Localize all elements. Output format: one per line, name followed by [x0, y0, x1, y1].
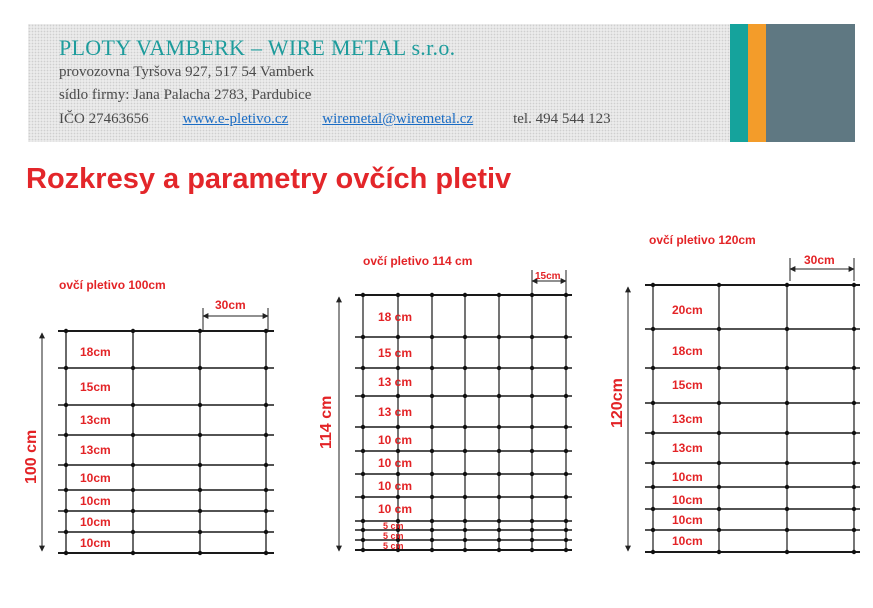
wire-knot: [131, 488, 135, 492]
wire-knot: [64, 366, 68, 370]
wire-knot: [264, 366, 268, 370]
wire-knot: [852, 327, 856, 331]
wire-knot: [852, 366, 856, 370]
website-link[interactable]: www.e-pletivo.cz: [182, 111, 289, 127]
wire-knot: [651, 401, 655, 405]
wire-knot: [198, 433, 202, 437]
wire-knot: [463, 495, 467, 499]
row-spacing-label: 13cm: [80, 413, 111, 427]
row-spacing-label: 13cm: [80, 443, 111, 457]
wire-knot: [785, 550, 789, 554]
wire-knot: [564, 495, 568, 499]
row-spacing-label: 10cm: [672, 470, 703, 484]
row-spacing-label: 18 cm: [378, 310, 413, 324]
wire-knot: [497, 425, 501, 429]
mesh-114cm: [318, 254, 572, 552]
wire-knot: [430, 366, 434, 370]
wire-knot: [463, 548, 467, 552]
wire-knot: [361, 472, 365, 476]
wire-knot: [651, 507, 655, 511]
wire-knot: [396, 495, 400, 499]
total-height-label: 114 cm: [318, 395, 335, 449]
row-spacing-label: 10cm: [80, 494, 111, 508]
row-spacing-label: 15 cm: [378, 346, 413, 360]
wire-knot: [785, 401, 789, 405]
mesh-100cm: [23, 278, 274, 555]
row-spacing-label: 5 cm: [383, 531, 404, 541]
wire-knot: [717, 366, 721, 370]
row-spacing-label: 18cm: [80, 345, 111, 359]
row-spacing-label: 15cm: [672, 378, 703, 392]
wire-knot: [530, 538, 534, 542]
company-name: PLOTY VAMBERK – WIRE METAL s.r.o.: [59, 35, 456, 60]
row-spacing-label: 5 cm: [383, 521, 404, 531]
wire-knot: [463, 425, 467, 429]
wire-knot: [530, 335, 534, 339]
post-spacing-label: 30cm: [804, 253, 835, 267]
wire-knot: [361, 366, 365, 370]
wire-knot: [396, 472, 400, 476]
wire-knot: [198, 329, 202, 333]
wire-knot: [264, 329, 268, 333]
wire-knot: [430, 472, 434, 476]
wire-knot: [651, 283, 655, 287]
mesh-name: ovčí pletivo 114 cm: [363, 254, 473, 268]
wire-knot: [564, 293, 568, 297]
post-spacing-label: 15cm: [535, 271, 561, 282]
wire-knot: [530, 548, 534, 552]
wire-knot: [530, 528, 534, 532]
mesh-name: ovčí pletivo 120cm: [649, 233, 756, 247]
wire-knot: [430, 519, 434, 523]
wire-knot: [717, 461, 721, 465]
wire-knot: [564, 394, 568, 398]
mesh-name: ovčí pletivo 100cm: [59, 278, 166, 292]
wire-knot: [564, 548, 568, 552]
wire-knot: [785, 327, 789, 331]
wire-knot: [396, 366, 400, 370]
wire-knot: [430, 394, 434, 398]
wire-knot: [785, 507, 789, 511]
wire-knot: [717, 528, 721, 532]
wire-knot: [430, 538, 434, 542]
wire-knot: [785, 366, 789, 370]
wire-knot: [564, 538, 568, 542]
wire-knot: [463, 366, 467, 370]
wire-knot: [430, 293, 434, 297]
wire-knot: [651, 366, 655, 370]
wire-knot: [497, 528, 501, 532]
row-spacing-label: 10 cm: [378, 456, 413, 470]
wire-knot: [131, 433, 135, 437]
wire-knot: [198, 530, 202, 534]
wire-knot: [651, 485, 655, 489]
wire-knot: [497, 394, 501, 398]
wire-knot: [64, 488, 68, 492]
wire-knot: [430, 548, 434, 552]
wire-knot: [463, 538, 467, 542]
wire-knot: [717, 485, 721, 489]
row-spacing-label: 13 cm: [378, 405, 413, 419]
row-spacing-label: 10cm: [80, 536, 111, 550]
wire-knot: [717, 431, 721, 435]
registered-office: sídlo firmy: Jana Palacha 2783, Pardubice: [59, 87, 312, 103]
email-link[interactable]: wiremetal@wiremetal.cz: [322, 111, 474, 127]
wire-knot: [651, 431, 655, 435]
wire-knot: [530, 425, 534, 429]
wire-knot: [361, 538, 365, 542]
wire-knot: [497, 449, 501, 453]
wire-knot: [651, 327, 655, 331]
wire-knot: [564, 366, 568, 370]
wire-knot: [361, 495, 365, 499]
wire-knot: [497, 548, 501, 552]
wire-knot: [64, 433, 68, 437]
wire-knot: [64, 329, 68, 333]
wire-knot: [361, 449, 365, 453]
wire-knot: [430, 335, 434, 339]
wire-knot: [530, 495, 534, 499]
wire-knot: [264, 488, 268, 492]
wire-knot: [852, 485, 856, 489]
page-title: Rozkresy a parametry ovčích pletiv: [26, 163, 512, 195]
wire-knot: [717, 401, 721, 405]
wire-knot: [564, 528, 568, 532]
wire-knot: [198, 551, 202, 555]
wire-knot: [564, 472, 568, 476]
wire-knot: [717, 550, 721, 554]
wire-knot: [530, 366, 534, 370]
wire-knot: [361, 548, 365, 552]
wire-knot: [264, 463, 268, 467]
wire-knot: [430, 449, 434, 453]
wire-knot: [497, 519, 501, 523]
wire-knot: [361, 425, 365, 429]
wire-knot: [264, 551, 268, 555]
wire-knot: [396, 335, 400, 339]
row-spacing-label: 10 cm: [378, 433, 413, 447]
wire-knot: [852, 507, 856, 511]
wire-knot: [131, 403, 135, 407]
row-spacing-label: 13cm: [672, 441, 703, 455]
row-spacing-label: 15cm: [80, 380, 111, 394]
row-spacing-label: 10cm: [80, 471, 111, 485]
wire-knot: [651, 461, 655, 465]
wire-knot: [131, 509, 135, 513]
wire-knot: [651, 550, 655, 554]
wire-knot: [564, 425, 568, 429]
wire-knot: [131, 551, 135, 555]
wire-knot: [530, 293, 534, 297]
wire-knot: [64, 530, 68, 534]
wire-knot: [131, 329, 135, 333]
wire-knot: [463, 449, 467, 453]
wire-knot: [264, 433, 268, 437]
row-spacing-label: 10 cm: [378, 502, 413, 516]
wire-knot: [264, 530, 268, 534]
wire-knot: [64, 403, 68, 407]
branch-address: provozovna Tyršova 927, 517 54 Vamberk: [59, 64, 315, 80]
wire-knot: [530, 472, 534, 476]
row-spacing-label: 13 cm: [378, 375, 413, 389]
row-spacing-label: 10cm: [672, 534, 703, 548]
wire-knot: [785, 461, 789, 465]
wire-knot: [131, 463, 135, 467]
wire-knot: [852, 528, 856, 532]
wire-knot: [852, 461, 856, 465]
wire-knot: [361, 519, 365, 523]
wire-knot: [785, 283, 789, 287]
wire-knot: [463, 293, 467, 297]
row-spacing-label: 10cm: [80, 515, 111, 529]
wire-knot: [396, 293, 400, 297]
wire-knot: [396, 449, 400, 453]
ico-number: IČO 27463656: [59, 111, 149, 127]
wire-knot: [361, 528, 365, 532]
wire-knot: [785, 431, 789, 435]
total-height-label: 100 cm: [23, 429, 40, 484]
row-spacing-label: 10cm: [672, 493, 703, 507]
wire-knot: [463, 335, 467, 339]
wire-knot: [198, 366, 202, 370]
wire-knot: [430, 495, 434, 499]
wire-knot: [497, 495, 501, 499]
wire-knot: [717, 283, 721, 287]
wire-knot: [497, 293, 501, 297]
wire-knot: [264, 403, 268, 407]
wire-knot: [463, 519, 467, 523]
row-spacing-label: 20cm: [672, 303, 703, 317]
mesh-120cm: [609, 233, 860, 554]
wire-knot: [564, 335, 568, 339]
wire-knot: [361, 335, 365, 339]
wire-knot: [785, 485, 789, 489]
row-spacing-label: 5 cm: [383, 541, 404, 551]
wire-knot: [564, 519, 568, 523]
row-spacing-label: 10 cm: [378, 479, 413, 493]
wire-knot: [852, 550, 856, 554]
wire-knot: [198, 488, 202, 492]
wire-knot: [430, 528, 434, 532]
wire-knot: [497, 335, 501, 339]
wire-knot: [463, 472, 467, 476]
wire-knot: [497, 366, 501, 370]
wire-knot: [651, 528, 655, 532]
wire-knot: [463, 394, 467, 398]
post-spacing-label: 30cm: [215, 298, 246, 312]
phone-number: tel. 494 544 123: [513, 111, 611, 127]
wire-knot: [785, 528, 789, 532]
wire-knot: [64, 551, 68, 555]
wire-knot: [564, 449, 568, 453]
wire-knot: [198, 403, 202, 407]
total-height-label: 120cm: [609, 378, 626, 428]
wire-knot: [497, 538, 501, 542]
wire-knot: [131, 530, 135, 534]
wire-knot: [198, 463, 202, 467]
wire-knot: [396, 425, 400, 429]
wire-knot: [430, 425, 434, 429]
wire-knot: [463, 528, 467, 532]
wire-knot: [852, 401, 856, 405]
row-spacing-label: 18cm: [672, 344, 703, 358]
row-spacing-label: 10cm: [672, 513, 703, 527]
wire-knot: [396, 394, 400, 398]
wire-knot: [264, 509, 268, 513]
wire-knot: [530, 519, 534, 523]
wire-knot: [64, 509, 68, 513]
wire-knot: [852, 431, 856, 435]
wire-knot: [361, 293, 365, 297]
wire-knot: [198, 509, 202, 513]
wire-knot: [64, 463, 68, 467]
wire-knot: [717, 507, 721, 511]
wire-knot: [530, 394, 534, 398]
wire-knot: [852, 283, 856, 287]
wire-knot: [131, 366, 135, 370]
wire-knot: [361, 394, 365, 398]
wire-knot: [717, 327, 721, 331]
wire-knot: [530, 449, 534, 453]
row-spacing-label: 13cm: [672, 412, 703, 426]
wire-knot: [497, 472, 501, 476]
